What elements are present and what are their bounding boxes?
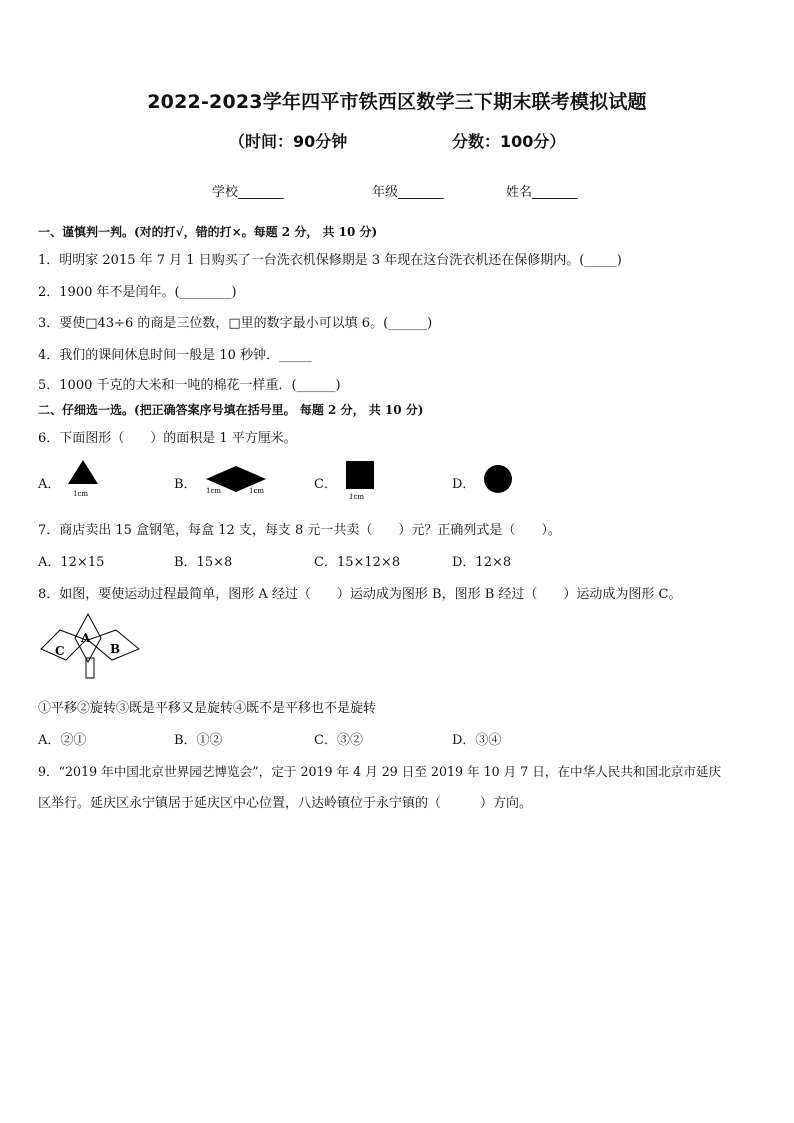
section1-heading: 一、谨慎判一判。(对的打√，错的打×。每题 2 分， 共 10 分) <box>38 225 378 239</box>
rhombus-figure <box>38 610 143 682</box>
question-8: 8．如图，要使运动过程最简单，图形 A 经过（ ）运动成为图形 B，图形 B 经过（ ）运动成为图形 C。 <box>38 587 682 602</box>
unit-label: 1cm <box>73 490 89 498</box>
question-4: 4．我们的课间休息时间一般是 10 秒钟．_____ <box>38 348 312 363</box>
question-9-line1: 9．“2019 年中国北京世界园艺博览会”，定于 2019 年 4 月 29 日至 2019 年 10 月 7 日，在中华人民共和国北京市延庆 <box>38 764 722 779</box>
q6-option-b: B． <box>174 477 197 492</box>
q6-option-c: C． <box>314 477 337 492</box>
q7-option-d: D．12×8 <box>452 555 512 570</box>
label-b: B <box>110 642 121 656</box>
q7-option-a: A．12×15 <box>38 555 105 570</box>
question-6: 6．下面图形（ ）的面积是 1 平方厘米。 <box>38 431 297 446</box>
name-field: 姓名_______ <box>506 185 578 200</box>
question-1: 1．明明家 2015 年 7 月 1 日购买了一台洗衣机保修期是 3 年现在这台洗衣机还在保修期内。(_____) <box>38 253 622 268</box>
triangle-shape <box>64 458 104 498</box>
circle-shape <box>482 464 516 496</box>
school-field: 学校_______ <box>212 185 284 200</box>
label-c: C <box>55 644 65 658</box>
question-9-line2: 区举行。延庆区永宁镇居于延庆区中心位置，八达岭镇位于永宁镇的（ ）方向。 <box>38 796 533 811</box>
q7-option-b: B．15×8 <box>174 555 233 570</box>
exam-time: （时间：90分钟 <box>229 132 348 151</box>
unit-label: 1cm <box>206 487 222 495</box>
grade-field: 年级_______ <box>372 185 444 200</box>
unit-label: 1cm <box>349 493 365 501</box>
question-2: 2．1900 年不是闰年。(________) <box>38 285 237 300</box>
unit-label: 1cm <box>249 487 265 495</box>
q8-option-a: A．②① <box>38 733 87 748</box>
q8-choices: ①平移②旋转③既是平移又是旋转④既不是平移也不是旋转 <box>38 701 377 716</box>
q6-option-d: D． <box>452 477 476 492</box>
q6-option-a: A． <box>38 477 61 492</box>
exam-score: 分数：100分） <box>452 132 566 151</box>
page-title: 2022-2023学年四平市铁西区数学三下期末联考模拟试题 <box>147 91 647 113</box>
q7-option-c: C．15×12×8 <box>314 555 401 570</box>
label-a: A <box>81 631 91 645</box>
q8-option-c: C．③② <box>314 733 363 748</box>
square-shape <box>344 458 380 502</box>
section2-heading: 二、仔细选一选。(把正确答案序号填在括号里。 每题 2 分， 共 10 分) <box>38 403 424 417</box>
question-5: 5．1000 千克的大米和一吨的棉花一样重．(______) <box>38 378 341 393</box>
question-3: 3．要使□43÷6 的商是三位数，□里的数字最小可以填 6。(______) <box>38 316 433 331</box>
q8-option-b: B．①② <box>174 733 223 748</box>
question-7: 7．商店卖出 15 盒钢笔，每盒 12 支，每支 8 元一共卖（ ）元？正确列式是（ ）。 <box>38 523 561 538</box>
q8-option-d: D．③④ <box>452 733 502 748</box>
rhombus-shape <box>202 462 272 496</box>
